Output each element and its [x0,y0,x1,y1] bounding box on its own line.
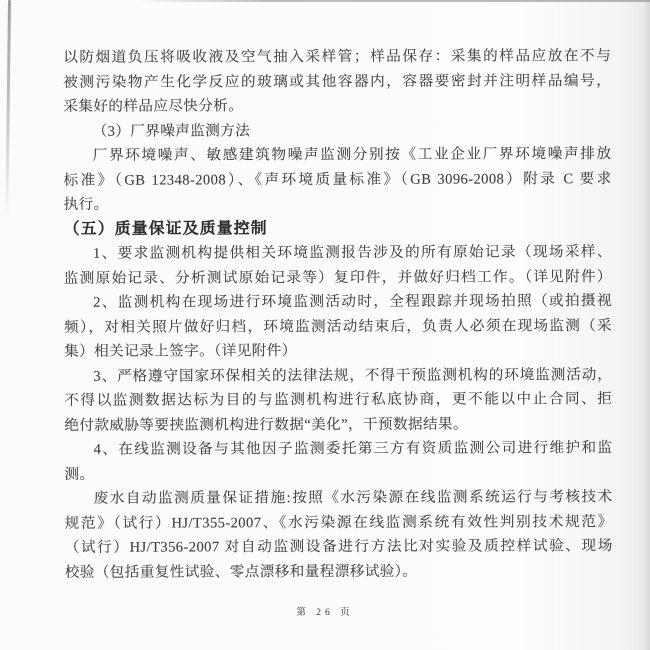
text-line: 集）相关记录上签字。（详见附件） [64,343,297,360]
text-line: 采集好的样品应尽快分析。 [63,98,244,115]
text-line: 标准》（GB 12348-2008）、《声环境质量标准》（GB 3096-2008）附录 C 要求 [63,170,612,189]
text-line: 1、要求监测机构提供相关环境监测报告涉及的所有原始记录（现场采样、 [92,244,612,262]
text-line: （3）厂界噪声监测方法 [92,122,251,140]
text-line: 被测污染物产生化学反应的玻璃或其他容器内，容器要密封并注明样品编号， [63,72,612,91]
document-body [63,44,613,585]
page-number: 第 26 页 [296,608,354,618]
scan-edge-right-shade [643,0,650,650]
text-line: 规范》（试行）HJ/T355-2007、《水污染源在线监测系统有效性判别技术规范》 [64,513,613,532]
text-line: 测。 [64,466,95,483]
text-line: 监测原始记录、分析测试原始记录等）复印件，并做好归档工作。（详见附件） [63,268,612,287]
section-heading: （五）质量保证及质量控制 [63,219,268,238]
text-line: 不得以监测数据达标为目的与监测机构进行私底协商，更不能以中止合同、拒 [64,391,613,409]
text-line: 绝付款威胁等要挟监测机构进行数据“美化”，干预数据结果。 [64,416,468,434]
scan-artifact-left-line [5,0,11,218]
text-line: 以防烟道负压将吸收液及空气抽入采样管；样品保存：采集的样品应放在不与 [63,48,612,66]
text-line: 执行。 [63,196,109,213]
text-line: 废水自动监测质量保证措施:按照《水污染源在线监测系统运行与考核技术 [93,489,613,507]
text-line: 厂界环境噪声、敏感建筑物噪声监测分别按《工业企业厂界环境噪声排放 [92,146,612,164]
text-line: （试行）HJ/T356-2007 对自动监测设备进行方法比对实验及质控样试验、现场 [64,538,613,556]
text-line: 校验（包括重复性试验、零点漂移和量程漂移试验）。 [64,563,418,581]
scan-edge-top-line [135,0,650,2]
text-line: 频），对相关照片做好归档，环境监测活动结束后，负责人必须在现场监测（采 [64,317,613,336]
text-line: 4、在线监测设备与其他因子监测委托第三方有资质监测公司进行维护和监 [93,440,613,458]
text-line: 2、监测机构在现场进行环境监测活动时，全程跟踪并现场拍照（或拍摄视 [93,293,612,311]
text-line: 3、严格遵守国家环保相关的法律法规，不得干预监测机构的环境监测活动， [93,366,613,385]
